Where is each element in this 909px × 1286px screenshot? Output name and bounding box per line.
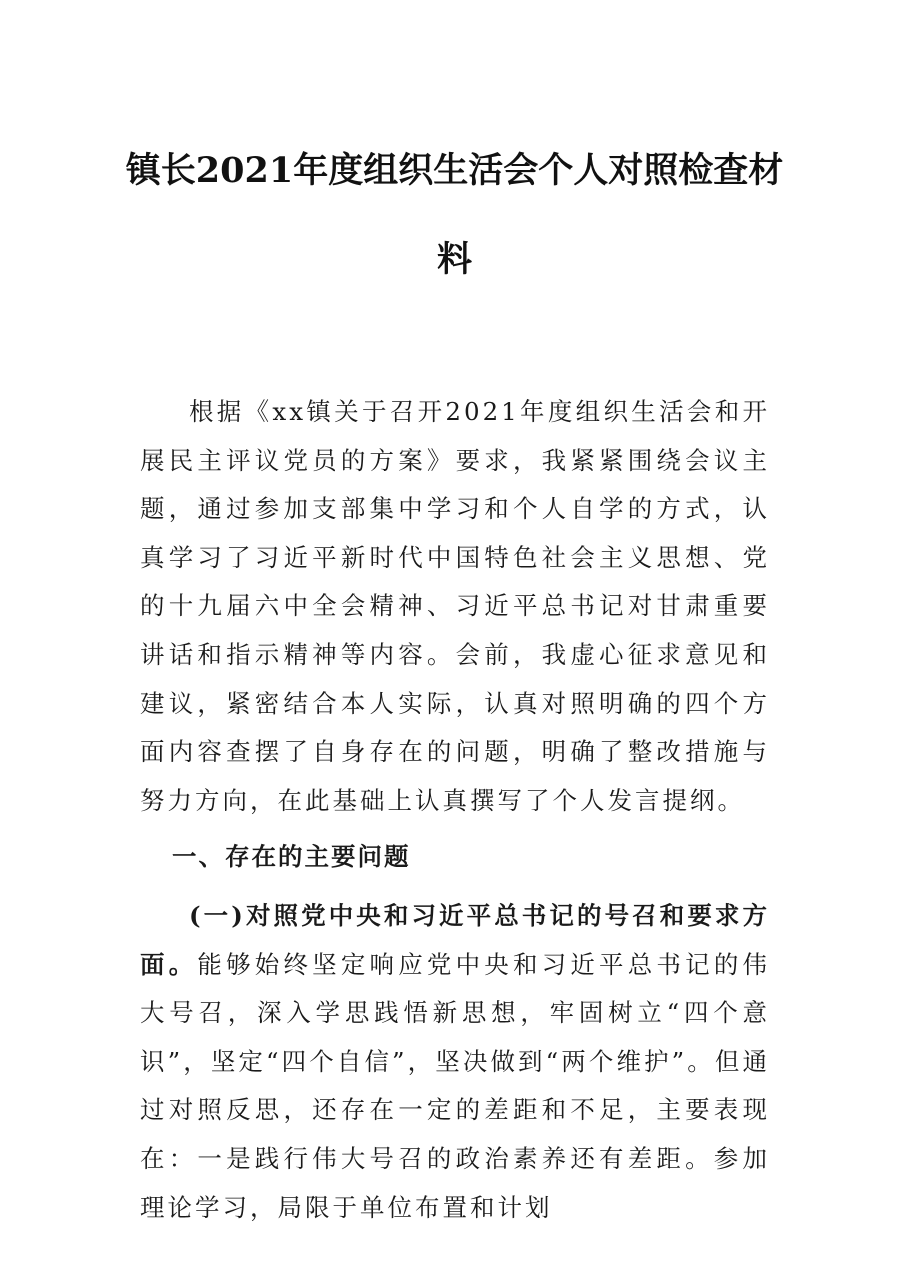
section-heading: 一、存在的主要问题 bbox=[172, 842, 411, 872]
item-paragraph bbox=[140, 892, 770, 1232]
item-body: 能够始终坚定响应党中央和习近平总书记的伟大号召，深入学思践悟新思想，牢固树立“四个意识”，坚定“四个自信”，坚决做到“两个维护”。但通过对照反思，还存在一定的差距和不足，主要表现在：一是践行伟大号召的政治素养还有差距。参加理论学习，局限于单位布置和计划 bbox=[140, 949, 771, 1222]
intro-paragraph: 根据《xx镇关于召开2021年度组织生活会和开展民主评议党员的方案》要求，我紧紧围绕会议主题，通过参加支部集中学习和个人自学的方式，认真学习了习近平新时代中国特色社会主义思想、党的十九届六中全会精神、习近平总书记对甘肃重要讲话和指示精神等内容。会前，我虚心征求意见和建议，紧密结合本人实际，认真对照明确的四个方面内容查摆了自身存在的问题，明确了整改措施与努力方向，在此基础上认真撰写了个人发言提纲。 bbox=[140, 397, 770, 815]
item-lead: (一)对照党中央和习近平总书记的号召和要求方面。 bbox=[140, 900, 770, 979]
document-body bbox=[140, 388, 770, 1232]
document-title-line-2: 料 bbox=[436, 239, 472, 280]
document-title-line-1: 镇长2021年度组织生活会个人对照检查材 bbox=[125, 150, 784, 191]
